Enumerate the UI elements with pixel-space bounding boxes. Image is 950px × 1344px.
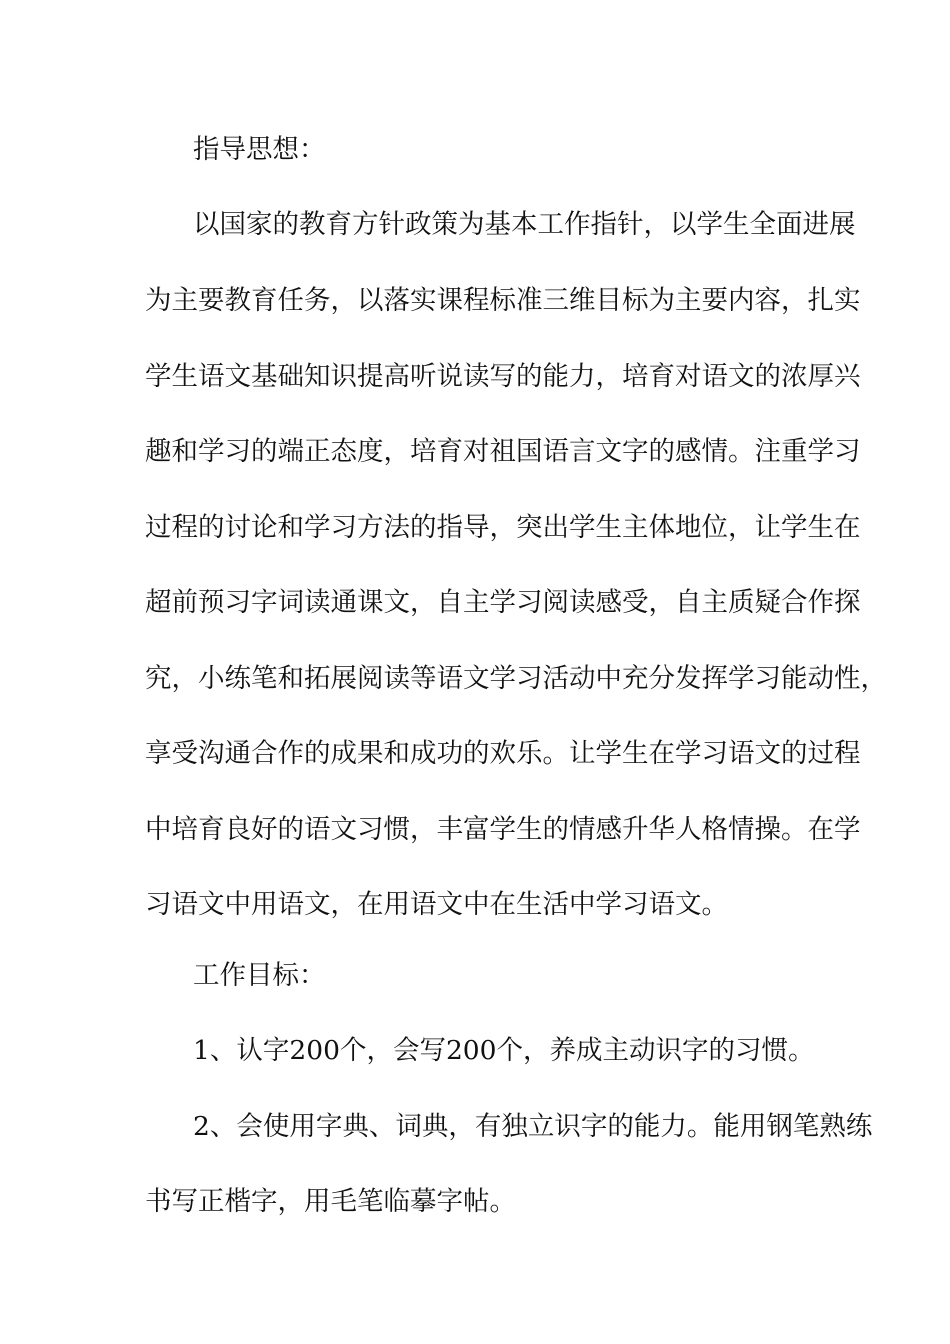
paragraph-line: 超前预习字词读通课文，自主学习阅读感受，自主质疑合作探 <box>145 587 861 618</box>
goal-item-1: 1、认字200个，会写200个，养成主动识字的习惯。 <box>193 1035 815 1066</box>
paragraph-line: 趣和学习的端正态度，培育对祖国语言文字的感情。注重学习 <box>145 436 861 467</box>
heading-work-goals: 工作目标： <box>193 960 326 991</box>
goal-item-2-line: 2、会使用字典、词典，有独立识字的能力。能用钢笔熟练 <box>193 1111 873 1142</box>
paragraph-line: 中培育良好的语文习惯，丰富学生的情感升华人格情操。在学 <box>145 814 861 845</box>
paragraph-line: 过程的讨论和学习方法的指导，突出学生主体地位，让学生在 <box>145 512 861 543</box>
heading-guiding-thought: 指导思想： <box>193 134 326 165</box>
paragraph-line: 学生语文基础知识提高听说读写的能力，培育对语文的浓厚兴 <box>145 361 861 392</box>
paragraph-line: 享受沟通合作的成果和成功的欢乐。让学生在学习语文的过程 <box>145 738 861 769</box>
paragraph-line: 习语文中用语文，在用语文中在生活中学习语文。 <box>145 889 728 920</box>
paragraph-line: 究，小练笔和拓展阅读等语文学习活动中充分发挥学习能动性， <box>145 663 887 694</box>
paragraph-line: 为主要教育任务，以落实课程标准三维目标为主要内容，扎实 <box>145 285 861 316</box>
paragraph-line: 以国家的教育方针政策为基本工作指针，以学生全面进展 <box>193 209 856 240</box>
goal-item-2-line: 书写正楷字，用毛笔临摹字帖。 <box>145 1186 516 1217</box>
